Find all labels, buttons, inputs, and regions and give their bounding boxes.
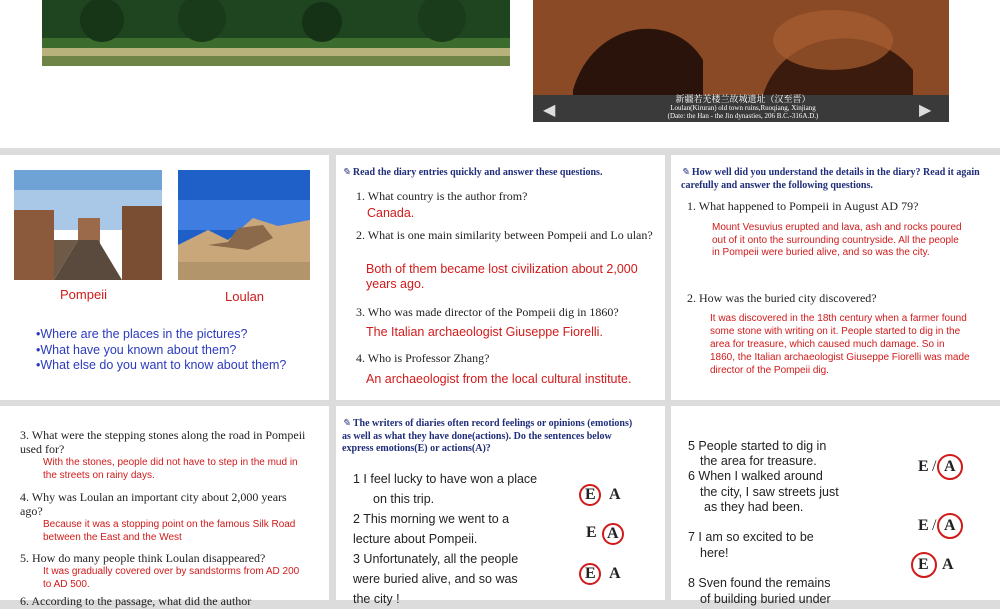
slide-detail-questions [0, 406, 329, 608]
action-mark: A [609, 565, 621, 582]
pompeii-label: Pompeii [60, 287, 107, 302]
detail-reading-heading [681, 166, 997, 192]
sentence-7a: 7 I am so excited to be [688, 530, 814, 544]
slash-mark: / [932, 517, 937, 534]
question-4: 4. Who is Professor Zhang? [356, 351, 490, 365]
garden-photo [42, 0, 510, 66]
discussion-bullets [36, 327, 286, 374]
bullet-item: •Where are the places in the pictures? [36, 327, 248, 341]
reading-icon: ✎ [681, 167, 692, 178]
answer-4: An archaeologist from the local cultural institute. [366, 372, 632, 386]
sentence-6a: 6 When I walked around [688, 469, 823, 483]
heading-text: How well did you understand the details in the diary? Read it again carefully and answer the following questions. [681, 167, 980, 191]
quick-reading-heading [342, 167, 662, 178]
action-mark: A [942, 556, 954, 573]
emotion-mark: E [918, 556, 929, 573]
sentence-6b: the city, I saw streets just [700, 485, 839, 499]
caption-line-2: Loulan(Kiruran) old town ruins,Ruoqiang, Xinjiang [670, 104, 816, 112]
question-2: 2. What is one main similarity between Pompeii and Lo ulan? [356, 228, 653, 242]
question-5: 5. How do many people think Loulan disappeared? [20, 551, 266, 565]
answer-2: Both of them became lost civilization about 2,000 years ago. [366, 262, 638, 291]
sentence-3b: were buried alive, and so was [353, 572, 518, 586]
loulan-label: Loulan [225, 289, 265, 304]
answer-4: Because it was a stopping point on the famous Silk Road between the East and the West [43, 519, 296, 543]
next-arrow-icon[interactable]: ▶ [919, 100, 932, 119]
question-3: 3. Who was made director of the Pompeii dig in 1860? [356, 305, 619, 319]
slide-quick-reading [336, 155, 665, 400]
emotion-mark: E [918, 517, 929, 534]
action-mark: A [607, 525, 619, 542]
question-4: 4. Why was Loulan an important city about 2,000 years ago? [20, 490, 287, 518]
answer-1: Canada. [367, 206, 415, 220]
reading-icon: ✎ [342, 418, 353, 429]
question-6: 6. According to the passage, what did the author [20, 594, 252, 608]
question-1: 1. What country is the author from? [356, 189, 528, 203]
bullet-item: •What else do you want to know about them? [36, 358, 287, 372]
bullet-item: •What have you known about them? [36, 342, 237, 357]
sentence-3c: the city ! [353, 592, 400, 606]
slide-detail-reading [671, 155, 1000, 400]
question-3: 3. What were the stepping stones along the road in Pompeii used for? [20, 428, 306, 456]
sentence-8a: 8 Sven found the remains [688, 576, 831, 590]
emotion-mark: E [585, 565, 596, 582]
hedge-image [42, 0, 510, 66]
photo-caption [593, 96, 893, 120]
answer-1: Mount Vesuvius erupted and lava, ash and rocks poured out of it onto the surrounding countryside. All the people in Pompeii were buried alive, and so was the city. [712, 222, 962, 258]
top-banner [0, 0, 1000, 148]
loulan-ruins-photo [533, 0, 949, 122]
sentence-2b: lecture about Pompeii. [353, 532, 478, 546]
sentence-1a: 1 I feel lucky to have won a place [353, 472, 538, 486]
action-mark: A [944, 517, 956, 534]
prev-arrow-icon[interactable]: ◀ [543, 100, 556, 119]
heading-text: Read the diary entries quickly and answer these questions. [352, 167, 603, 178]
sentence-2a: 2 This morning we went to a [353, 512, 510, 526]
action-mark: A [944, 458, 956, 475]
caption-line-3: (Date: the Han - the Jin dynasties, 206 B.C.-316A.D.) [667, 112, 819, 120]
sentence-1b: on this trip. [373, 492, 435, 506]
slash-mark: / [932, 458, 937, 475]
emotion-mark: E [585, 486, 596, 503]
sentence-8b: of building buried under [700, 592, 831, 606]
emotion-mark: E [586, 524, 597, 541]
action-mark: A [609, 486, 621, 503]
answer-3: The Italian archaeologist Giuseppe Fiorelli. [366, 325, 603, 339]
caption-line-1: 新疆若羌楼兰故城遗址（汉至晋） [675, 95, 811, 105]
question-1: 1. What happened to Pompeii in August AD 79? [687, 199, 919, 213]
slide-emotions-actions-2 [671, 406, 1000, 606]
sentence-3a: 3 Unfortunately, all the people [353, 552, 519, 566]
emotions-heading [342, 418, 642, 456]
loulan-photo [178, 170, 310, 280]
pompeii-photo [14, 170, 162, 280]
sentence-5a: 5 People started to dig in [688, 439, 827, 453]
slide-emotions-actions [336, 406, 665, 606]
slide-pictures [0, 155, 329, 400]
sentence-6c: as they had been. [704, 500, 804, 514]
answer-3: With the stones, people did not have to step in the mud in the streets on rainy days. [43, 457, 298, 481]
answer-5: It was gradually covered over by sandstorms from AD 200 to AD 500. [43, 566, 300, 590]
question-2: 2. How was the buried city discovered? [687, 291, 877, 305]
emotion-mark: E [918, 458, 929, 475]
sentence-7b: here! [700, 546, 729, 560]
pencil-icon: ✎ [342, 167, 353, 178]
sentence-5b: the area for treasure. [700, 454, 817, 468]
heading-text: The writers of diaries often record feelings or opinions (emotions) as well as what they have done(actions). Do the sentences below express emotions(E) or actions(A)? [342, 418, 633, 454]
answer-2: It was discovered in the 18th century when a farmer found some stone with writing on it. People started to dig in the area for treasure, which caused much damage. So in 1860, the Italian archaeologist Giuseppe Fiorelli was made director of the Pompeii dig. [710, 313, 970, 376]
